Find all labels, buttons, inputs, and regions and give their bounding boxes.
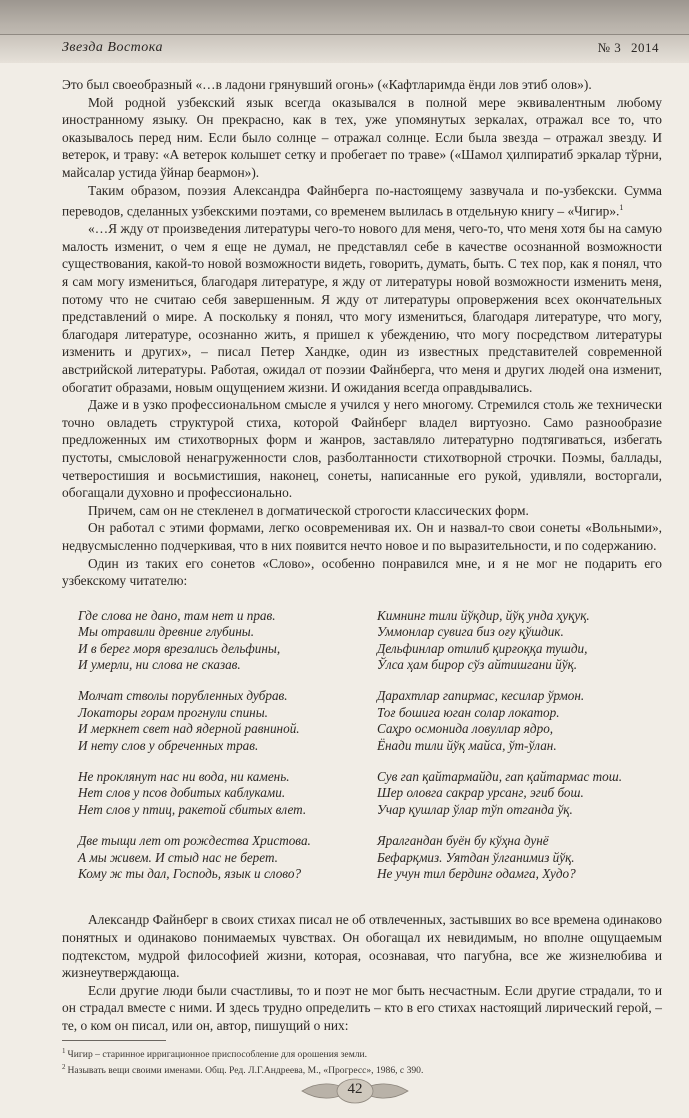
- poem-line: Где слова не дано, там нет и прав.: [78, 607, 276, 623]
- footnote: $^2$ Называть вещи своими именами. Общ. Ред. Л.Г.Андреева, М., «Прогресс», 1986, с 390.: [62, 1063, 424, 1077]
- poem-line: Бефарқмиз. Уятдан ўлганимиз йўқ.: [376, 849, 575, 865]
- stanza: [377, 608, 662, 674]
- poem-line: Уммонлар сувига биз оғу қўшдик.: [376, 624, 564, 640]
- paragraph: Даже и в узко профессиональном смысле я учился у него многому. Стремился столь же технически точно овладеть структурой стиха, которой Файнберг владел виртуозно. Само разнообразие предложенных им стихотворных форм и жанров, заставляло литературно подтягиваться, избегать пустоты, смысловой ненагруженности слов, разболтанности стихотворной строчки. Поэмы, баллады, четверостишия и восьмистишия, наконец, сонеты, написанные его рукой, удивляли, восторгали, обогащали духовно и профессионально.: [62, 397, 662, 501]
- poem-line: Локаторы горам прогнули спины.: [78, 704, 268, 720]
- poem-line: Две тыщи лет от рождества Христова.: [78, 833, 311, 849]
- poem-line: Дельфинлар отилиб қирғоққа тушди,: [376, 640, 588, 656]
- stanza: [78, 833, 369, 882]
- poem-line: Кому ж ты дал, Господь, язык и слово?: [78, 865, 302, 881]
- stanza: [78, 769, 369, 818]
- paragraph: Один из таких его сонетов «Слово», особенно понравился мне, и я не мог не подарить его узбекскому читателю:: [62, 555, 662, 589]
- issue-info: [592, 40, 659, 56]
- stanza: [377, 833, 662, 882]
- poem-line: А мы живем. И стыд нас не берет.: [78, 849, 278, 865]
- stanza: [78, 608, 369, 674]
- footnote-mark: 2: [62, 1063, 66, 1072]
- sonnet-block: [78, 608, 662, 898]
- poem-line: Дарахтлар гапирмас, кесилар ўрмон.: [376, 688, 585, 704]
- paragraph: Мой родной узбекский язык всегда оказывался в полной мере эквивалентным любому иностранному языку. Он прекрасно, как в тех, уже упомянутых зеркалах, отражал все то, что оказывалось перед ним. Если было солнце – отражал солнце. Если была звезда – отражал звезду. И ветерок, и траву: «А ветерок колышет сетку и пробегает по траве» («Шамол ҳилпиратиб эркалар тўрни, майсалар устида ўйнар беармон»).: [62, 94, 662, 180]
- paragraph: Причем, сам он не стекленел в догматической строгости классических форм.: [88, 502, 529, 518]
- poem-line: Нет слов у птиц, ракетой сбитых влет.: [78, 801, 307, 817]
- paragraph: Это был своеобразный «…в ладони грянувший огонь» («Кафтларимда ёнди лов этиб олов»).: [62, 77, 592, 92]
- paragraph: Он работал с этими формами, легко осовременивая их. Он и назвал-то свои сонеты «Вольными», недвусмысленно подчеркивая, что в них появится нечто новое и по выразительности, и по содержанию.: [62, 520, 662, 553]
- poem-line: И в берег моря врезались дельфины,: [78, 640, 281, 656]
- poem-line: Ёнади тили йўқ майса, ўт-ўлан.: [376, 737, 557, 753]
- footnote-mark: 1: [62, 1047, 66, 1055]
- stanza: [377, 688, 662, 754]
- footnote-ref: 1: [619, 203, 624, 213]
- poem-line: Саҳро осмонида ловуллар ядро,: [376, 721, 554, 737]
- paragraph: Если другие люди были счастливы, то и поэт не мог быть несчастным. Если другие страдали, то и он страдал вместе с ними. И здесь трудно определить – кто в его стихах настоящий лирический герой, – те, о ком он писал, или он, автор, пишущий о них:: [62, 982, 662, 1033]
- poem-line: Нет слов у псов добитых каблуками.: [78, 785, 286, 801]
- poem-line: И умерли, ни слова не сказав.: [78, 656, 241, 672]
- poem-line: Учар қушлар ўлар тўп отганда ўқ.: [376, 801, 573, 817]
- page-number: 42: [347, 1081, 363, 1097]
- poem-line: Мы отравили древние глубины.: [78, 624, 255, 640]
- page-header: [0, 0, 689, 62]
- page-number-ornament: [300, 1076, 410, 1106]
- issue-year: 2014: [631, 40, 659, 55]
- paragraph: «…Я жду от произведения литературы чего-то нового для меня, чего-то, что меня хотя бы на самую малость изменит, о чем я еще не думал, не представлял себе в качестве осознанной возможности существования, какой-то новой возможности видеть, говорить, думать, быть. С тех пор, как я понял, что я сам могу измениться, благодаря литературе, я жду от литературы новой возможности изменить меня, потому что не считаю себя завершенным. Я жду от литературы опровержения всех окончательных представлений о мире. А поскольку я понял, что могу измениться, благодаря литературе, что могу, благодаря литературе, осознанно жить, я пришел к убеждению, что могу посредством литературы изменить и других», – писал Петер Хандке, один из известных представителей современной австрийской литературы. Работая, ожидал от поэзии Файнберга, что меня и других людей она изменит, обогатит образами, новым ощущением жизни. И ожидания всегда оправдывались.: [62, 221, 662, 395]
- footnote: $^1$ Чигир – старинное ирригационное приспособление для орошения земли.: [62, 1047, 368, 1061]
- stanza: [377, 769, 662, 818]
- poem-line: Шер оловга сакрар урсанг, эгиб бош.: [376, 785, 584, 801]
- poem-line: Тоғ бошига юган солар локатор.: [376, 704, 560, 720]
- poem-line: Ўлса ҳам бирор сўз айтишгани йўқ.: [376, 656, 578, 672]
- poem-line: Не проклянут нас ни вода, ни камень.: [78, 768, 290, 784]
- poem-line: И нету слов у обреченных трав.: [78, 737, 259, 753]
- article-body: [62, 76, 662, 1035]
- poem-line: Кимнинг тили йўқдир, йўқ унда ҳуқуқ.: [376, 607, 590, 623]
- poem-russian: [78, 608, 369, 898]
- poem-line: Яралгандан буён бу кўҳна дунё: [376, 833, 549, 849]
- footnotes: [62, 1040, 662, 1077]
- stanza: [78, 688, 369, 754]
- journal-title: Звезда Востока: [62, 40, 163, 55]
- poem-uzbek: [377, 608, 662, 898]
- paragraph: Таким образом, поэзия Александра Файнберга по-настоящему зазвучала и по-узбекски. Сумма переводов, сделанных узбекскими поэтами, со временем вылилась в отдельную книгу – «Чигир».$^1$: [62, 182, 662, 219]
- poem-line: Молчат стволы порубленных дубрав.: [78, 688, 288, 704]
- footnote-rule: [62, 1040, 166, 1041]
- poem-line: Не учун тил бердинг одамга, Худо?: [376, 865, 576, 881]
- issue-number: № 3: [597, 40, 622, 55]
- paragraph: Александр Файнберг в своих стихах писал не об отвлеченных, застывших во все времена одинаково понятных и одинаково понимаемых чувствах. Он обогащал их невидимым, но вполне ощущаемым подтекстом, мудрой философией жизни, которая, осознавая, что пагубна, все же жизнелюбива и жизнеутверждающа.: [62, 912, 662, 981]
- poem-line: Сув гап қайтармайди, гап қайтармас тош.: [376, 768, 623, 784]
- poem-line: И меркнет свет над ядерной равниной.: [78, 721, 300, 737]
